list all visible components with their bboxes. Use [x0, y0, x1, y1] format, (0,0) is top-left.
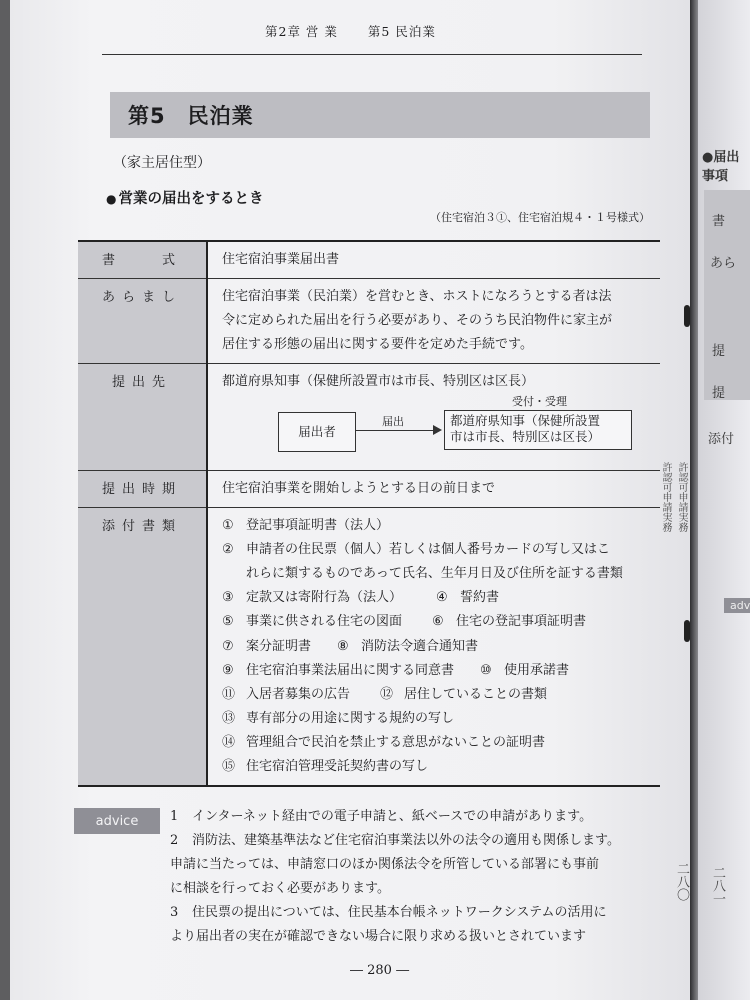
next-page-label-column	[704, 190, 750, 400]
row-value-form: 住宅宿泊事業届出書	[222, 252, 340, 267]
row-label-timing: 提出時期	[78, 471, 207, 508]
advice-line: 申請に当たっては、申請窓口のほか関係法令を所管している部署にも事前	[170, 857, 600, 873]
subtype-label: （家主居住型）	[113, 155, 211, 171]
applicant-box	[278, 412, 356, 452]
next-page-heading: ●届出事項	[702, 150, 740, 184]
row-label-attachments: 添付書類	[78, 508, 207, 786]
list-item	[222, 755, 652, 779]
table-row-overview	[78, 279, 660, 364]
advice-line: 消防法、建築基準法など住宅宿泊事業法以外の法令の適用も関係します。	[192, 833, 620, 849]
bullet-icon: ●	[106, 192, 117, 206]
authority-box	[444, 410, 632, 450]
next-page-row: あら	[710, 256, 737, 271]
advice-line: 住民票の提出については、住民基本台帳ネットワークシステムの活用に	[192, 905, 607, 921]
section-band	[110, 92, 650, 138]
submit-to-text: 都道府県知事（保健所設置市は市長、特別区は区長）	[222, 374, 535, 390]
item-number: ①	[222, 518, 234, 534]
item-number: ⑥	[432, 614, 444, 630]
item-number: ⑫	[380, 686, 394, 702]
list-item-continuation: れらに類するものであって氏名、生年月日及び住所を証する書類	[246, 566, 623, 582]
legal-citation: （住宅宿泊３①、住宅宿泊規４・１号様式）	[430, 211, 650, 224]
book-page	[10, 0, 690, 1000]
row-value-overview	[207, 279, 660, 364]
list-item	[222, 538, 652, 562]
advice-number: 2	[170, 833, 179, 849]
row-value-attachments	[207, 508, 660, 786]
item-number: ③	[222, 590, 234, 606]
table-row-attachments	[78, 508, 660, 786]
table-row-form	[78, 241, 660, 279]
list-item	[222, 514, 652, 538]
item-text: 案分証明書	[246, 638, 312, 654]
list-item	[222, 659, 652, 683]
item-number: ⑬	[222, 710, 236, 726]
row-value-submit-to	[207, 364, 660, 471]
procedure-table	[78, 240, 660, 787]
right-arrow-icon	[356, 430, 440, 431]
next-page-row: 提	[712, 344, 726, 359]
advice-item	[170, 901, 680, 949]
attachment-list	[222, 514, 652, 779]
arrow-label: 届出	[382, 415, 404, 429]
advice-line: より届出者の実在が確認できない場合に限り求める扱いとされています	[170, 929, 587, 945]
advice-line: インターネット経由での電子申請と、紙ベースでの申請があります。	[192, 809, 593, 824]
row-value-timing: 住宅宿泊事業を開始しようとする日の前日まで	[222, 481, 496, 497]
item-text: 消防法令適合通知書	[361, 638, 479, 654]
book-spine	[690, 0, 698, 1000]
item-text: 住宅宿泊管理受託契約書の写し	[246, 758, 429, 774]
table-row-timing	[78, 471, 660, 508]
next-page-folio: 二八一	[710, 866, 725, 905]
receive-label: 受付・受理	[512, 395, 567, 409]
item-text: 申請者の住民票（個人）若しくは個人番号カードの写し又はこ	[246, 542, 611, 558]
item-text: 管理組合で民泊を禁止する意思がないことの証明書	[246, 734, 546, 750]
procedure-heading-text: 営業の届出をするとき	[118, 191, 264, 207]
next-page-advice-badge: adv	[724, 598, 750, 613]
item-text: 定款又は寄附行為（法人）	[246, 590, 403, 606]
item-number: ⑧	[337, 638, 349, 654]
flow-diagram	[222, 396, 652, 464]
item-number: ⑭	[222, 734, 236, 750]
next-page-row: 添付	[708, 432, 735, 447]
item-text: 誓約書	[460, 590, 500, 606]
item-number: ②	[222, 542, 234, 558]
running-head	[265, 22, 436, 40]
overview-line: 居住する形態の届出に関する要件を定めた手続です。	[222, 337, 533, 353]
advice-badge: advice	[74, 808, 160, 834]
row-label-overview: あらまし	[78, 279, 207, 364]
header-rule	[102, 54, 642, 55]
item-number: ⑮	[222, 758, 236, 774]
table-row-submit-to	[78, 364, 660, 471]
overview-line: 住宅宿泊事業（民泊業）を営むとき、ホストになろうとする者は法	[222, 289, 612, 305]
next-page-row: 書	[712, 214, 726, 229]
item-number: ⑤	[222, 614, 234, 630]
row-label-form: 書 式	[78, 241, 207, 279]
item-text: 住宅の登記事項証明書	[456, 614, 587, 630]
list-item	[222, 683, 652, 707]
item-text: 居住していることの書類	[404, 686, 548, 702]
overview-line: 令に定められた届出を行う必要があり、そのうち民泊物件に家主が	[222, 313, 613, 329]
applicant-label: 届出者	[298, 424, 336, 440]
margin-tab-label-right: 許認可申請実務	[676, 462, 687, 532]
page-number: ― 280 ―	[350, 963, 410, 978]
section-title: 第5 民泊業	[128, 104, 254, 128]
item-number: ⑨	[222, 662, 234, 678]
running-head-section: 第5 民泊業	[367, 24, 436, 39]
item-text: 使用承諾書	[504, 662, 570, 678]
item-text: 登記事項証明書（法人）	[246, 518, 390, 534]
margin-tab-label-left: 許認可申請実務	[660, 462, 671, 532]
authority-line: 市は市長、特別区は区長）	[450, 428, 601, 444]
item-number: ④	[436, 590, 448, 606]
authority-line: 都道府県知事（保健所設置	[450, 413, 601, 429]
list-item	[222, 586, 652, 610]
list-item	[222, 635, 652, 659]
advice-item	[170, 805, 680, 829]
item-text: 専有部分の用途に関する規約の写し	[246, 710, 455, 726]
list-item	[222, 707, 652, 731]
running-head-chapter: 第2章 営 業	[265, 24, 338, 39]
next-page-row: 提	[712, 386, 726, 401]
advice-item	[170, 829, 680, 901]
vertical-folio: 二八〇	[674, 862, 689, 901]
row-label-submit-to: 提出先	[78, 364, 207, 471]
advice-number: 1	[170, 809, 179, 824]
advice-list	[170, 805, 680, 949]
list-item	[222, 610, 652, 634]
adjacent-page	[698, 0, 750, 1000]
item-text: 入居者募集の広告	[246, 686, 351, 702]
advice-line: に相談を行っておく必要があります。	[170, 881, 390, 897]
procedure-heading	[106, 187, 263, 208]
item-number: ⑩	[480, 662, 492, 678]
list-item	[222, 731, 652, 755]
item-number: ⑪	[222, 686, 236, 702]
item-number: ⑦	[222, 638, 234, 654]
advice-number: 3	[170, 905, 179, 921]
item-text: 事業に供される住宅の図面	[246, 614, 403, 630]
item-text: 住宅宿泊事業法届出に関する同意書	[246, 662, 455, 678]
